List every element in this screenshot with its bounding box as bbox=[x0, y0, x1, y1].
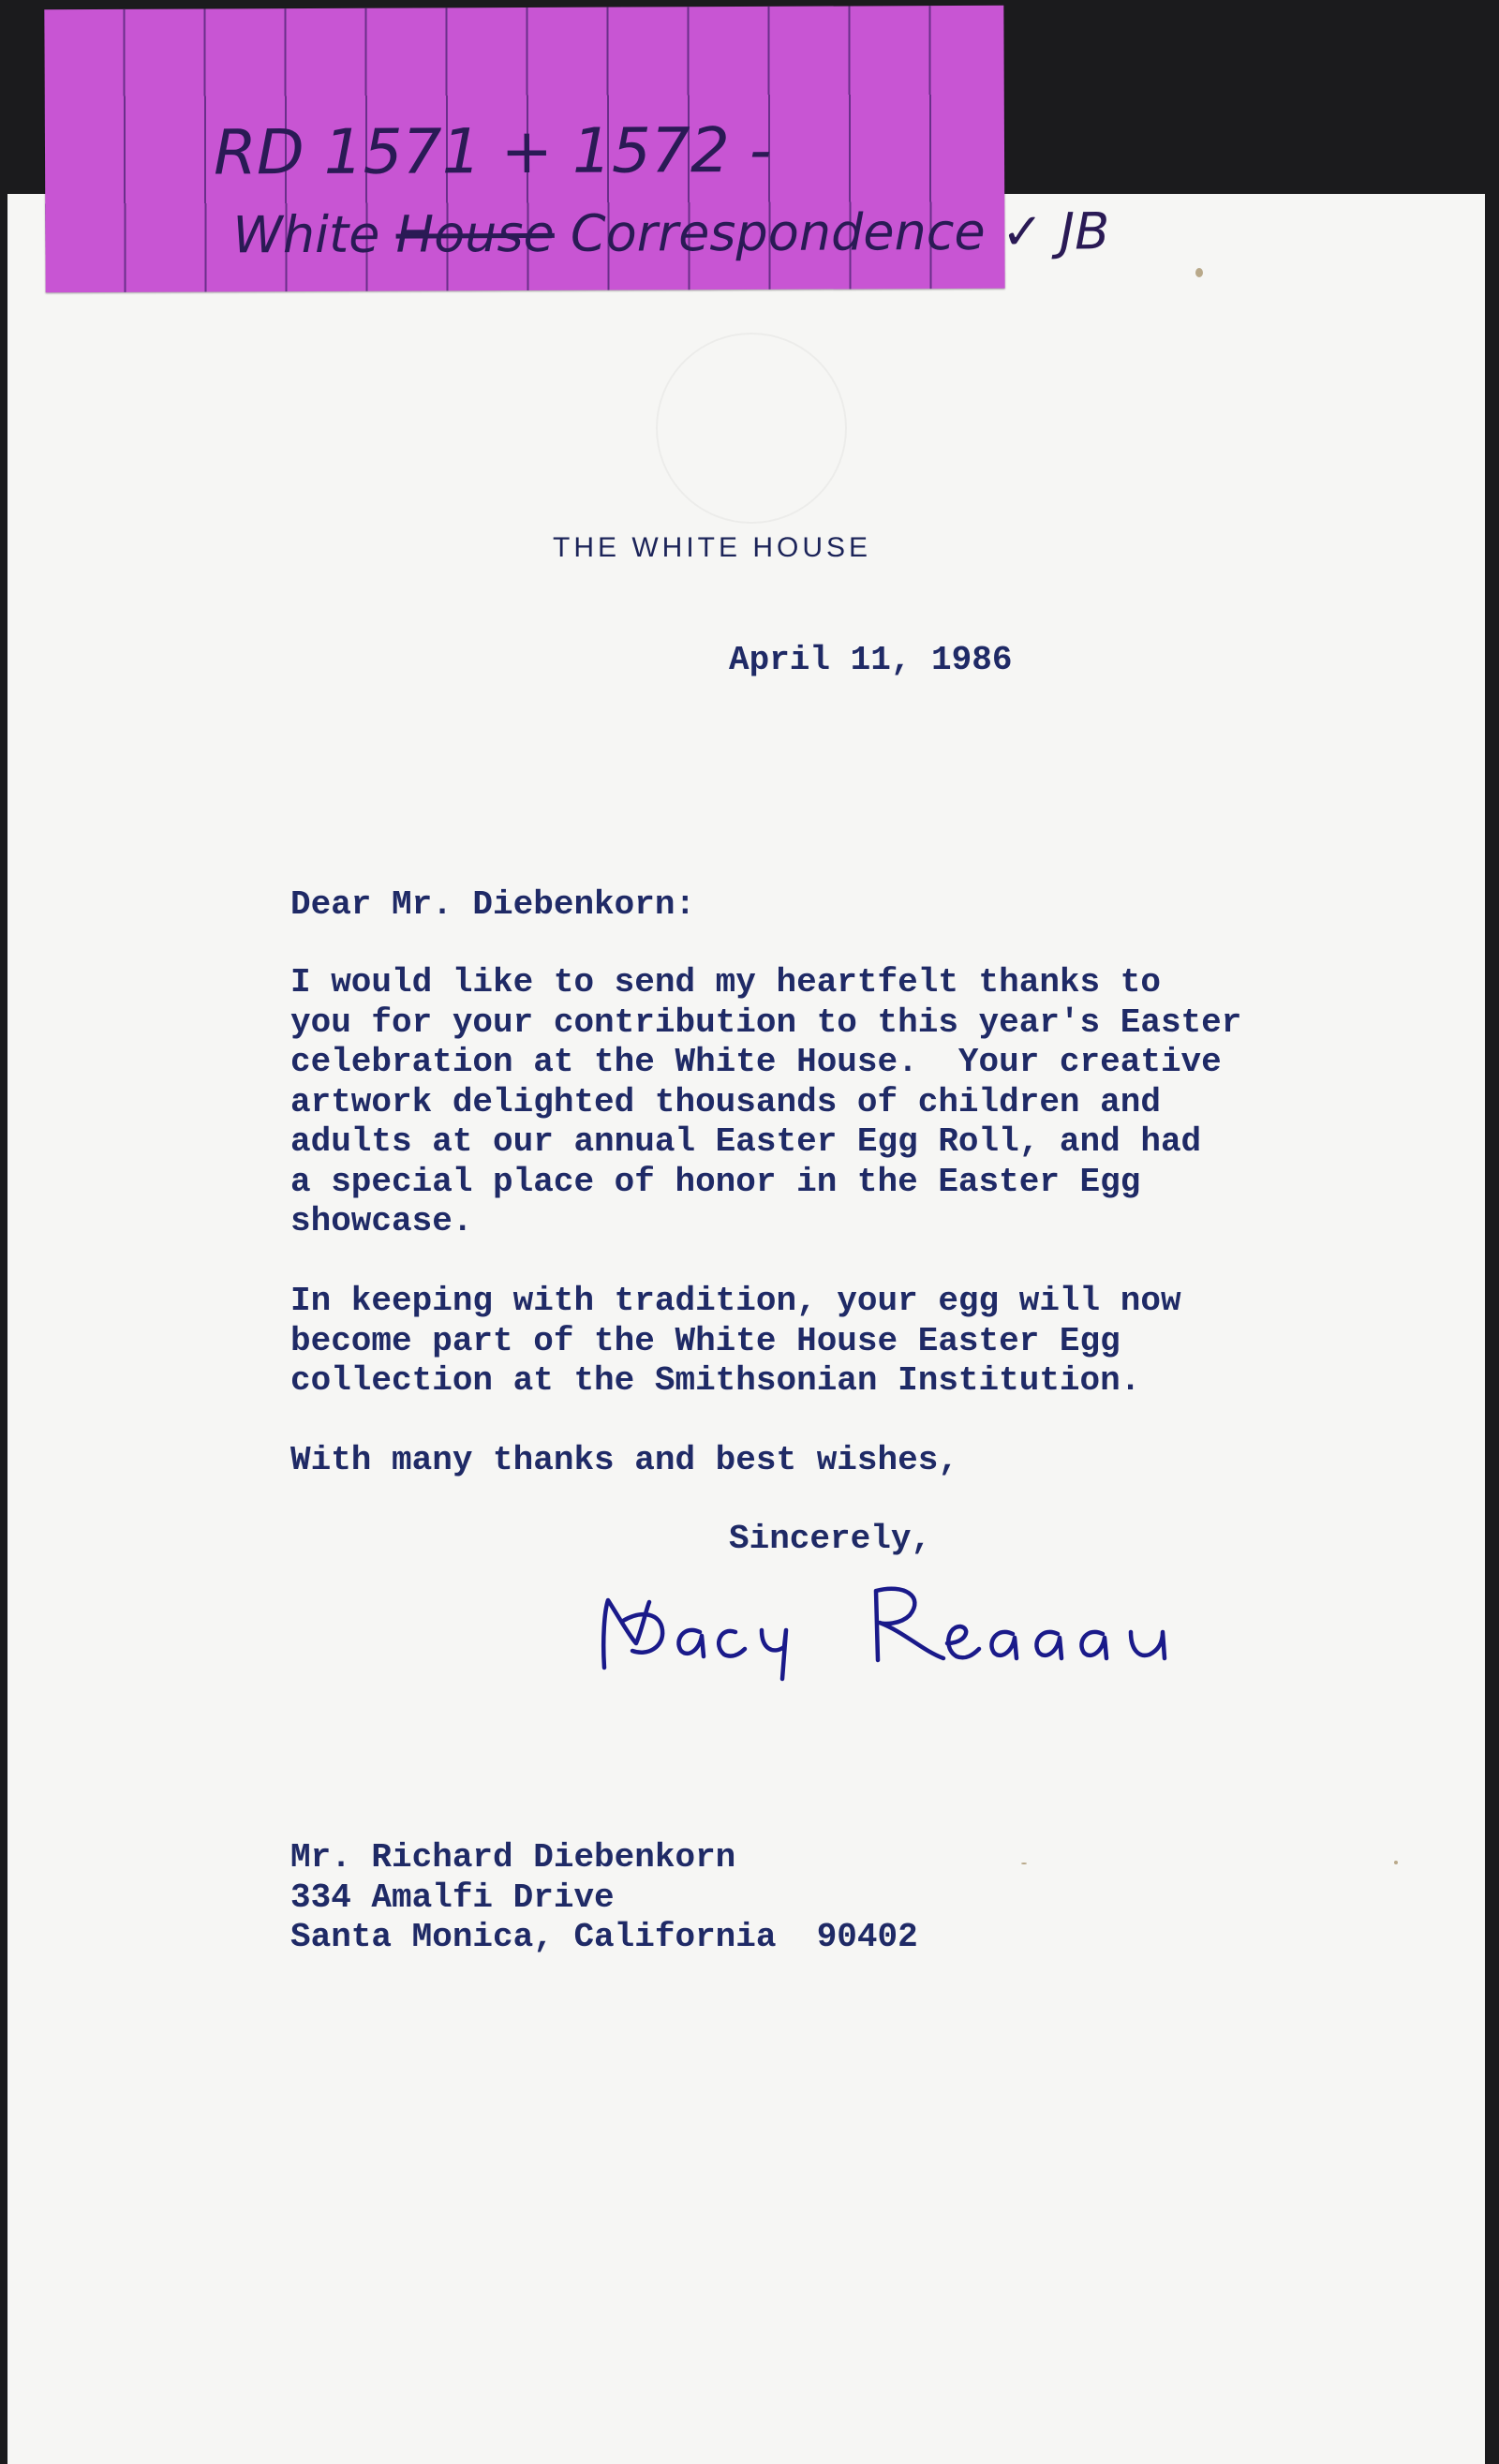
sticky-note bbox=[44, 6, 1110, 292]
salutation: Dear Mr. Diebenkorn: bbox=[290, 885, 696, 924]
handwritten-signature bbox=[595, 1565, 1190, 1686]
letterhead: THE WHITE HOUSE bbox=[553, 532, 872, 563]
paragraph-2-line: collection at the Smithsonian Institution. bbox=[290, 1361, 1141, 1400]
paragraph-1-line: artwork delighted thousands of children and bbox=[290, 1082, 1161, 1121]
sticky-note-struck-text: House bbox=[395, 203, 555, 264]
paragraph-1-line: adults at our annual Easter Egg Roll, and had bbox=[290, 1122, 1202, 1161]
paragraph-1-line: showcase. bbox=[290, 1202, 473, 1240]
paragraph-1-line: you for your contribution to this year's Easter bbox=[290, 1002, 1242, 1042]
paper-speck bbox=[1195, 268, 1203, 277]
embossed-seal-icon bbox=[656, 333, 847, 524]
sign-off: Sincerely, bbox=[729, 1520, 932, 1558]
letter-date: April 11, 1986 bbox=[729, 641, 1013, 679]
paragraph-1 bbox=[290, 963, 1241, 1242]
paragraph-2-line: become part of the White House Easter Egg bbox=[290, 1321, 1121, 1360]
sticky-note-line-2 bbox=[232, 201, 1109, 264]
sticky-note-text-a: White bbox=[232, 204, 396, 265]
paragraph-2-line: In keeping with tradition, your egg will now bbox=[290, 1282, 1181, 1320]
paper-speck bbox=[1394, 1861, 1398, 1864]
address-line: 334 Amalfi Drive bbox=[290, 1878, 615, 1917]
address-line: Santa Monica, California 90402 bbox=[290, 1918, 918, 1956]
paper-speck bbox=[1021, 1863, 1027, 1864]
sticky-note-text-b: Correspondence ✓ JB bbox=[554, 201, 1110, 263]
closing-line: With many thanks and best wishes, bbox=[290, 1441, 958, 1479]
paragraph-2 bbox=[290, 1282, 1181, 1402]
recipient-address bbox=[290, 1838, 918, 1958]
paragraph-1-line: a special place of honor in the Easter Egg bbox=[290, 1162, 1141, 1201]
address-line: Mr. Richard Diebenkorn bbox=[290, 1838, 736, 1877]
paragraph-1-line: celebration at the White House. Your creative bbox=[290, 1043, 1222, 1081]
paragraph-1-line: I would like to send my heartfelt thanks to bbox=[290, 963, 1161, 1002]
sticky-note-line-1: RD 1571 + 1572 - bbox=[213, 113, 772, 189]
